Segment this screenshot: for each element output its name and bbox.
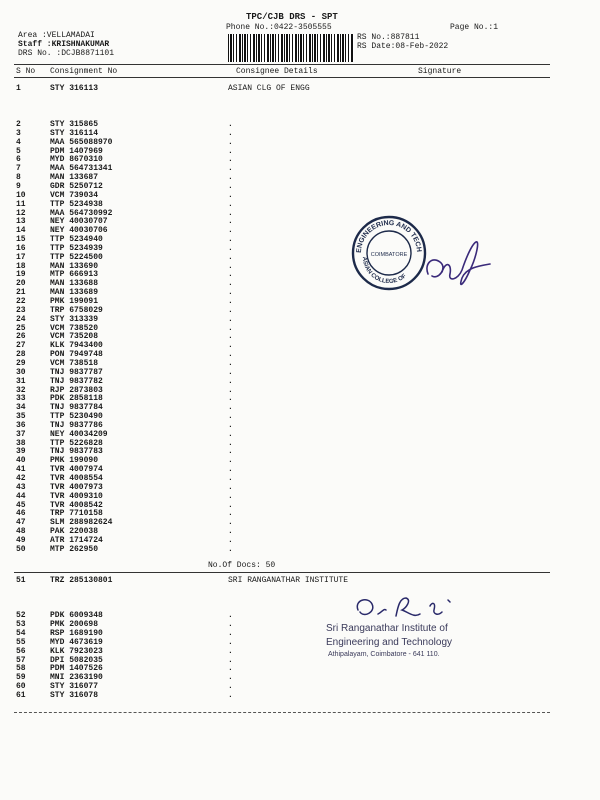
row-consignment: STY 313339: [50, 314, 99, 324]
row-placeholder-dot: .: [228, 509, 233, 519]
row-placeholder-dot: .: [228, 447, 233, 457]
row-placeholder-dot: .: [228, 146, 233, 156]
row-consignment: PAK 220038: [50, 527, 99, 537]
consignment-row: [16, 629, 556, 638]
row-consignment: TVR 4007973: [50, 482, 103, 492]
drs-number: DRS No. :DCJB8871101: [18, 49, 115, 58]
row-placeholder-dot: .: [228, 208, 233, 218]
consignment-row: [16, 691, 556, 700]
row-placeholder-dot: .: [228, 403, 233, 413]
row-placeholder-dot: .: [228, 535, 233, 545]
row-consignment: SLM 288982624: [50, 518, 113, 528]
row-placeholder-dot: .: [228, 527, 233, 537]
header-rule-bottom: [14, 77, 550, 78]
row-placeholder-dot: .: [228, 474, 233, 483]
row-sno: 36: [16, 420, 26, 430]
consignment-row: [16, 315, 556, 324]
row-placeholder-dot: .: [228, 491, 233, 501]
row-placeholder-dot: .: [228, 619, 233, 629]
row-consignment: DPI 5082035: [50, 655, 103, 665]
row-placeholder-dot: .: [228, 465, 233, 475]
phone-number: Phone No.:0422-3505555: [226, 23, 332, 32]
row-placeholder-dot: .: [228, 288, 233, 298]
row-sno: 25: [16, 323, 26, 333]
barcode: [228, 34, 354, 62]
consignment-row: [16, 673, 556, 682]
row-sno: 49: [16, 535, 26, 545]
row-placeholder-dot: .: [228, 350, 233, 360]
consignment-row: [16, 324, 556, 333]
row-consignment: GDR 5250712: [50, 181, 103, 191]
row-placeholder-dot: .: [228, 646, 233, 656]
consignment-row: [16, 656, 556, 665]
consignment-row: [16, 209, 556, 218]
row-sno: 19: [16, 270, 26, 280]
row-sno: 46: [16, 509, 26, 519]
row-sno: 24: [16, 314, 26, 324]
row-consignment: MAA 565088970: [50, 137, 113, 147]
row-consignment: TVR 4009310: [50, 491, 103, 501]
row-placeholder-dot: .: [228, 128, 233, 138]
row-placeholder-dot: .: [228, 341, 233, 351]
row-placeholder-dot: .: [228, 120, 233, 129]
row-consignment: STY 316114: [50, 128, 99, 138]
college-stamp: [349, 213, 429, 293]
row-consignment: TTP 5230490: [50, 412, 103, 422]
row-sno: 28: [16, 350, 26, 360]
area-label: Area :VELLAMADAI: [18, 31, 95, 40]
row-sno: 11: [16, 199, 26, 209]
row-sno: 2: [16, 120, 21, 129]
row-consignment: PMK 199090: [50, 456, 99, 466]
row-placeholder-dot: .: [228, 500, 233, 510]
row-placeholder-dot: .: [228, 243, 233, 253]
row-sno: 48: [16, 527, 26, 537]
consignment-row: [16, 518, 556, 527]
consignment-row: [16, 182, 556, 191]
row-sno: 60: [16, 682, 26, 692]
row-consignment: TTP 5224500: [50, 252, 103, 262]
consignment-row: [16, 492, 556, 501]
staff-label: Staff :KRISHNAKUMAR: [18, 40, 110, 49]
consignment-row: [16, 191, 556, 200]
consignment-row: [16, 465, 556, 474]
row-placeholder-dot: .: [228, 323, 233, 333]
header-rule-top: [14, 64, 550, 65]
row-consignment: MTP 666913: [50, 270, 99, 280]
row-sno: 31: [16, 376, 26, 386]
row-consignment: TNJ 9837784: [50, 403, 103, 413]
footer-rule: [14, 712, 550, 713]
row-sno: 17: [16, 252, 26, 262]
row-sno: 4: [16, 137, 21, 147]
row-placeholder-dot: .: [228, 544, 233, 554]
row-consignment: TNJ 9837783: [50, 447, 103, 457]
row-placeholder-dot: .: [228, 199, 233, 209]
consignment-row: [16, 576, 556, 585]
row-consignment: RSP 1689190: [50, 628, 103, 638]
row-placeholder-dot: .: [228, 270, 233, 280]
row-consignment: MNI 2363190: [50, 673, 103, 683]
consignment-row: [16, 638, 556, 647]
row-consignment: NEY 40030707: [50, 217, 108, 227]
row-consignment: TTP 5226828: [50, 438, 103, 448]
consignment-row: [16, 297, 556, 306]
row-sno: 39: [16, 447, 26, 457]
row-sno: 21: [16, 288, 26, 298]
row-sno: 52: [16, 611, 26, 620]
row-placeholder-dot: .: [228, 385, 233, 395]
row-sno: 51: [16, 576, 26, 585]
row-sno: 13: [16, 217, 26, 227]
consignment-row: [16, 509, 556, 518]
row-consignment: MAA 564730992: [50, 208, 113, 218]
consignment-row: [16, 138, 556, 147]
consignment-row: [16, 620, 556, 629]
row-placeholder-dot: .: [228, 673, 233, 683]
consignment-row: [16, 545, 556, 554]
row-consignment: STY 316077: [50, 682, 99, 692]
row-sno: 12: [16, 208, 26, 218]
row-consignment: TNJ 9837782: [50, 376, 103, 386]
row-placeholder-dot: .: [228, 367, 233, 377]
consignment-row: [16, 332, 556, 341]
row-consignment: PMK 199091: [50, 297, 99, 306]
row-placeholder-dot: .: [228, 235, 233, 245]
row-consignment: MYD 8670310: [50, 155, 103, 165]
row-sno: 56: [16, 646, 26, 656]
row-sno: 37: [16, 429, 26, 439]
row-consignment: NEY 40030706: [50, 226, 108, 236]
row-consignment: TTP 5234940: [50, 235, 103, 245]
row-consignment: VCM 735208: [50, 332, 99, 342]
consignment-row: [16, 421, 556, 430]
consignment-row: [16, 341, 556, 350]
row-sno: 26: [16, 332, 26, 342]
row-consignment: TNJ 9837786: [50, 420, 103, 430]
consignment-row: [16, 217, 556, 226]
consignment-row: [16, 647, 556, 656]
row-placeholder-dot: .: [228, 420, 233, 430]
col-signature: Signature: [418, 67, 462, 76]
row-placeholder-dot: .: [228, 173, 233, 183]
row-sno: 3: [16, 128, 21, 138]
col-consignment: Consignment No: [50, 67, 118, 76]
institute-stamp-line-2: Engineering and Technology: [326, 637, 453, 648]
row-placeholder-dot: .: [228, 682, 233, 692]
col-consignee: Consignee Details: [236, 67, 318, 76]
consignee-name: ASIAN CLG OF ENGG: [228, 84, 310, 93]
row-placeholder-dot: .: [228, 628, 233, 638]
row-consignment: PDM 1407526: [50, 664, 103, 674]
row-consignment: VCM 738518: [50, 358, 99, 368]
consignment-row: [16, 412, 556, 421]
row-placeholder-dot: .: [228, 376, 233, 386]
row-sno: 47: [16, 518, 26, 528]
handwritten-signature-1: [418, 234, 498, 294]
consignment-row: [16, 359, 556, 368]
row-consignment: KLK 7943400: [50, 341, 103, 351]
row-consignment: TRZ 285130801: [50, 576, 113, 585]
row-placeholder-dot: .: [228, 261, 233, 271]
row-placeholder-dot: .: [228, 518, 233, 528]
consignment-row: [16, 474, 556, 483]
institute-stamp-line-3: Athipalayam, Coimbatore - 641 110.: [328, 651, 440, 658]
consignment-row: [16, 120, 556, 129]
row-consignment: MAN 133688: [50, 279, 99, 289]
consignment-row: [16, 682, 556, 691]
consignment-row: [16, 368, 556, 377]
consignment-row: [16, 483, 556, 492]
row-sno: 9: [16, 181, 21, 191]
consignment-row: [16, 129, 556, 138]
rs-date: RS Date:08-Feb-2022: [357, 42, 449, 51]
row-placeholder-dot: .: [228, 137, 233, 147]
row-sno: 45: [16, 500, 26, 510]
row-consignment: TVR 4008542: [50, 500, 103, 510]
consignment-row: [16, 386, 556, 395]
row-consignment: KLK 7923023: [50, 646, 103, 656]
stamp-text-center: COIMBATORE: [370, 252, 408, 258]
row-consignment: RJP 2873803: [50, 385, 103, 395]
row-sno: 1: [16, 84, 21, 93]
row-consignment: TVR 4008554: [50, 474, 103, 483]
row-consignment: MAA 564731341: [50, 164, 113, 174]
row-placeholder-dot: .: [228, 456, 233, 466]
row-sno: 50: [16, 544, 26, 554]
row-consignment: PON 7949748: [50, 350, 103, 360]
row-sno: 40: [16, 456, 26, 466]
row-sno: 41: [16, 465, 26, 475]
row-sno: 54: [16, 628, 26, 638]
consignment-row: [16, 200, 556, 209]
consignment-row: [16, 147, 556, 156]
group-separator: [14, 572, 550, 573]
consignment-row: [16, 306, 556, 315]
consignment-row: [16, 84, 556, 93]
row-consignment: TVR 4007974: [50, 465, 103, 475]
row-consignment: TRP 6758029: [50, 305, 103, 315]
row-placeholder-dot: .: [228, 691, 233, 701]
row-placeholder-dot: .: [228, 664, 233, 674]
row-sno: 14: [16, 226, 26, 236]
consignment-row: [16, 664, 556, 673]
row-consignment: STY 316113: [50, 84, 99, 93]
row-placeholder-dot: .: [228, 181, 233, 191]
row-consignment: PDK 2858118: [50, 394, 103, 404]
consignment-row: [16, 350, 556, 359]
row-placeholder-dot: .: [228, 314, 233, 324]
row-sno: 18: [16, 261, 26, 271]
row-consignment: TNJ 9837787: [50, 367, 103, 377]
row-consignment: NEY 40034209: [50, 429, 108, 439]
consignment-row: [16, 403, 556, 412]
consignment-row: [16, 611, 556, 620]
consignment-row: [16, 430, 556, 439]
row-consignment: MAN 133690: [50, 261, 99, 271]
row-sno: 33: [16, 394, 26, 404]
row-placeholder-dot: .: [228, 305, 233, 315]
row-placeholder-dot: .: [228, 190, 233, 200]
row-consignment: ATR 1714724: [50, 535, 103, 545]
row-consignment: TRP 7710158: [50, 509, 103, 519]
row-sno: 58: [16, 664, 26, 674]
row-placeholder-dot: .: [228, 482, 233, 492]
page-number: Page No.:1: [450, 23, 499, 32]
row-sno: 44: [16, 491, 26, 501]
row-sno: 5: [16, 146, 21, 156]
row-sno: 42: [16, 474, 26, 483]
row-placeholder-dot: .: [228, 217, 233, 227]
row-consignment: VCM 738520: [50, 323, 99, 333]
row-placeholder-dot: .: [228, 611, 233, 620]
consignment-row: [16, 439, 556, 448]
row-sno: 7: [16, 164, 21, 174]
row-placeholder-dot: .: [228, 332, 233, 342]
row-sno: 23: [16, 305, 26, 315]
row-sno: 8: [16, 173, 21, 183]
row-placeholder-dot: .: [228, 358, 233, 368]
consignment-row: [16, 377, 556, 386]
row-sno: 10: [16, 190, 26, 200]
row-placeholder-dot: .: [228, 226, 233, 236]
consignment-row: [16, 173, 556, 182]
row-consignment: VCM 739034: [50, 190, 99, 200]
row-placeholder-dot: .: [228, 155, 233, 165]
row-sno: 22: [16, 297, 26, 306]
row-placeholder-dot: .: [228, 412, 233, 422]
row-sno: 30: [16, 367, 26, 377]
row-sno: 32: [16, 385, 26, 395]
row-placeholder-dot: .: [228, 394, 233, 404]
row-placeholder-dot: .: [228, 279, 233, 289]
row-sno: 27: [16, 341, 26, 351]
row-sno: 34: [16, 403, 26, 413]
consignment-row: [16, 155, 556, 164]
institute-stamp-line-1: Sri Ranganathar Institute of: [326, 623, 448, 634]
row-placeholder-dot: .: [228, 438, 233, 448]
row-consignment: STY 315865: [50, 120, 99, 129]
row-placeholder-dot: .: [228, 297, 233, 306]
row-sno: 59: [16, 673, 26, 683]
consignment-row: [16, 501, 556, 510]
row-sno: 38: [16, 438, 26, 448]
row-consignment: MAN 133689: [50, 288, 99, 298]
handwritten-signature-2: [350, 592, 470, 622]
consignment-row: [16, 456, 556, 465]
row-sno: 61: [16, 691, 26, 701]
row-consignment: PDK 6009348: [50, 611, 103, 620]
row-placeholder-dot: .: [228, 164, 233, 174]
row-placeholder-dot: .: [228, 637, 233, 647]
consignment-row: [16, 527, 556, 536]
docs-count: No.Of Docs: 50: [208, 561, 276, 570]
row-sno: 43: [16, 482, 26, 492]
row-sno: 16: [16, 243, 26, 253]
stamp-text-bottom: ASIAN COLLEGE OF: [360, 256, 408, 286]
consignment-row: [16, 164, 556, 173]
row-sno: 57: [16, 655, 26, 665]
row-placeholder-dot: .: [228, 655, 233, 665]
row-consignment: PDM 1407969: [50, 146, 103, 156]
row-sno: 20: [16, 279, 26, 289]
row-placeholder-dot: .: [228, 252, 233, 262]
row-consignment: MYD 4673619: [50, 637, 103, 647]
stamp-text-top: ENGINEERING AND TECH: [355, 219, 423, 254]
row-consignment: PMK 200698: [50, 619, 99, 629]
consignment-row: [16, 536, 556, 545]
row-sno: 53: [16, 619, 26, 629]
report-title: TPC/CJB DRS - SPT: [246, 12, 338, 22]
row-consignment: MTP 262950: [50, 544, 99, 554]
row-sno: 55: [16, 637, 26, 647]
row-sno: 6: [16, 155, 21, 165]
row-sno: 29: [16, 358, 26, 368]
col-sno: S No: [16, 67, 36, 76]
row-sno: 35: [16, 412, 26, 422]
row-placeholder-dot: .: [228, 429, 233, 439]
row-consignment: MAN 133687: [50, 173, 99, 183]
row-consignment: TTP 5234938: [50, 199, 103, 209]
consignee-name: SRI RANGANATHAR INSTITUTE: [228, 576, 349, 585]
row-consignment: STY 316078: [50, 691, 99, 701]
consignment-row: [16, 394, 556, 403]
row-consignment: TTP 5234939: [50, 243, 103, 253]
rs-number: RS No.:887811: [357, 33, 420, 42]
consignment-row: [16, 447, 556, 456]
row-sno: 15: [16, 235, 26, 245]
